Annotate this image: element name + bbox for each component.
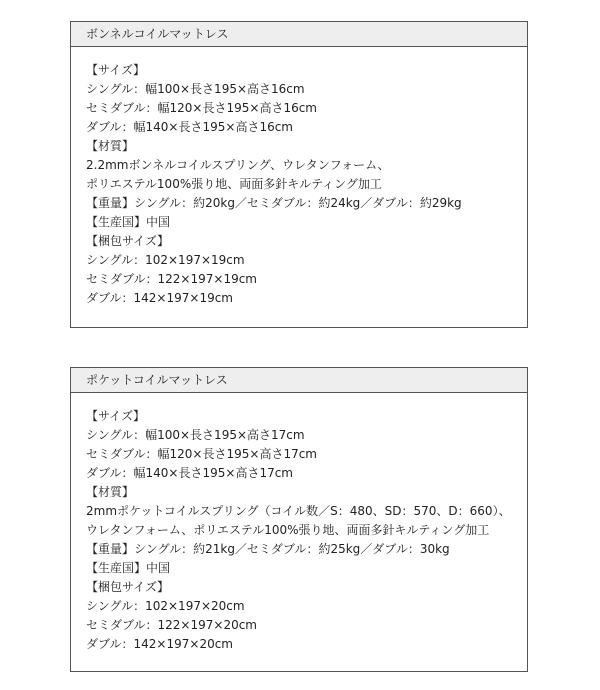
origin-line: 【生産国】中国 [86, 215, 171, 229]
material-line-2: ウレタンフォーム、ポリエステル100%張り地、両面多針キルティング加工 [86, 523, 490, 537]
size-semi-double: セミダブル：幅120×長さ195×高さ16cm [86, 101, 317, 115]
section-title: ポケットコイルマットレス [71, 368, 527, 393]
package-heading: 【梱包サイズ】 [86, 234, 170, 248]
material-line-1: 2.2mmボンネルコイルスプリング、ウレタンフォーム、 [86, 158, 390, 172]
package-semi-double: セミダブル：122×197×20cm [86, 618, 257, 632]
material-heading: 【材質】 [86, 139, 135, 153]
spec-body [71, 393, 527, 654]
origin-line: 【生産国】中国 [86, 561, 171, 575]
size-double: ダブル：幅140×長さ195×高さ16cm [86, 120, 293, 134]
material-line-2: ポリエステル100%張り地、両面多針キルティング加工 [86, 177, 382, 191]
package-semi-double: セミダブル：122×197×19cm [86, 272, 257, 286]
package-double: ダブル：142×197×20cm [86, 637, 233, 651]
size-heading: 【サイズ】 [86, 409, 146, 423]
section-title: ボンネルコイルマットレス [71, 22, 527, 47]
weight-line: 【重量】シングル：約20kg／セミダブル：約24kg／ダブル：約29kg [86, 196, 462, 210]
package-single: シングル：102×197×20cm [86, 599, 245, 613]
bonnell-coil-spec-box [70, 21, 528, 328]
spec-body [71, 47, 527, 308]
package-heading: 【梱包サイズ】 [86, 580, 170, 594]
package-double: ダブル：142×197×19cm [86, 291, 233, 305]
size-double: ダブル：幅140×長さ195×高さ17cm [86, 466, 293, 480]
size-semi-double: セミダブル：幅120×長さ195×高さ17cm [86, 447, 317, 461]
material-heading: 【材質】 [86, 485, 135, 499]
material-line-1: 2mmポケットコイルスプリング（コイル数／S：480、SD：570、D：660）、 [86, 504, 511, 518]
weight-line: 【重量】シングル：約21kg／セミダブル：約25kg／ダブル：30kg [86, 542, 450, 556]
size-heading: 【サイズ】 [86, 63, 146, 77]
size-single: シングル：幅100×長さ195×高さ17cm [86, 428, 305, 442]
package-single: シングル：102×197×19cm [86, 253, 245, 267]
size-single: シングル：幅100×長さ195×高さ16cm [86, 82, 305, 96]
pocket-coil-spec-box [70, 367, 528, 672]
